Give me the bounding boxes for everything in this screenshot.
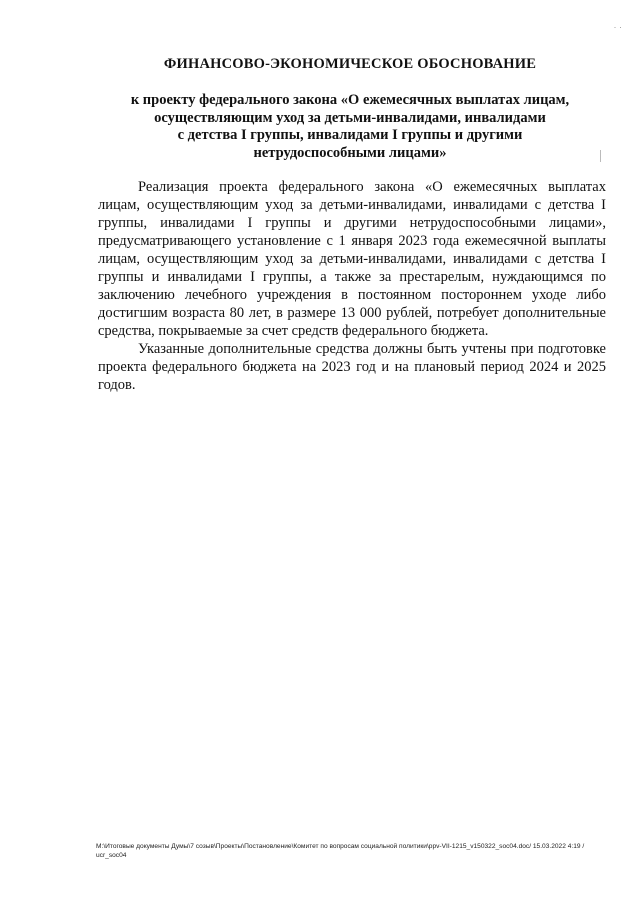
document-title: ФИНАНСОВО-ЭКОНОМИЧЕСКОЕ ОБОСНОВАНИЕ [163, 56, 537, 72]
subtitle-line: к проекту федерального закона «О ежемесячных выплатах лицам, [130, 92, 570, 108]
subtitle-line: нетрудоспособными лицами» [253, 144, 447, 161]
document-subtitle [90, 92, 610, 162]
footer-file-path: М:\Итоговые документы Думы\7 созыв\Проекты\Постановление\Комитет по вопросам социальной политики\ppv-VII-1215_v150322_soc04.doc/ 15.03.2022 4:19 / ucr_soc04 [96, 843, 585, 859]
body-paragraph: Указанные дополнительные средства должны быть учтены при подготовке проекта федерального бюджета на 2023 год и на плановый период 2024 и 2025 годов. [98, 341, 606, 393]
subtitle-line: осуществляющим уход за детьми-инвалидами, инвалидами [154, 109, 546, 126]
body-paragraph: Реализация проекта федерального закона «О ежемесячных выплатах лицам, осуществляющим уход за детьми-инвалидами, инвалидами с детства I группы, инвалидами I группы и другими нетрудоспособными лицами», предусматривающего установление с 1 января 2023 года ежемесячной выплаты лицам, осуществляющим уход за детьми-инвалидами, инвалидами с детства I группы и инвалидами I группы, а также за престарелым, нуждающимся по заключению лечебного учреждения в постоянном постороннем уходе либо достигшим возраста 80 лет, в размере 13 000 рублей, потребует дополнительные средства, покрываемые за счет средств федерального бюджета. [98, 179, 606, 339]
subtitle-line: с детства I группы, инвалидами I группы и другими [177, 127, 523, 143]
corner-mark: · · [613, 22, 622, 32]
document-body [98, 178, 606, 394]
